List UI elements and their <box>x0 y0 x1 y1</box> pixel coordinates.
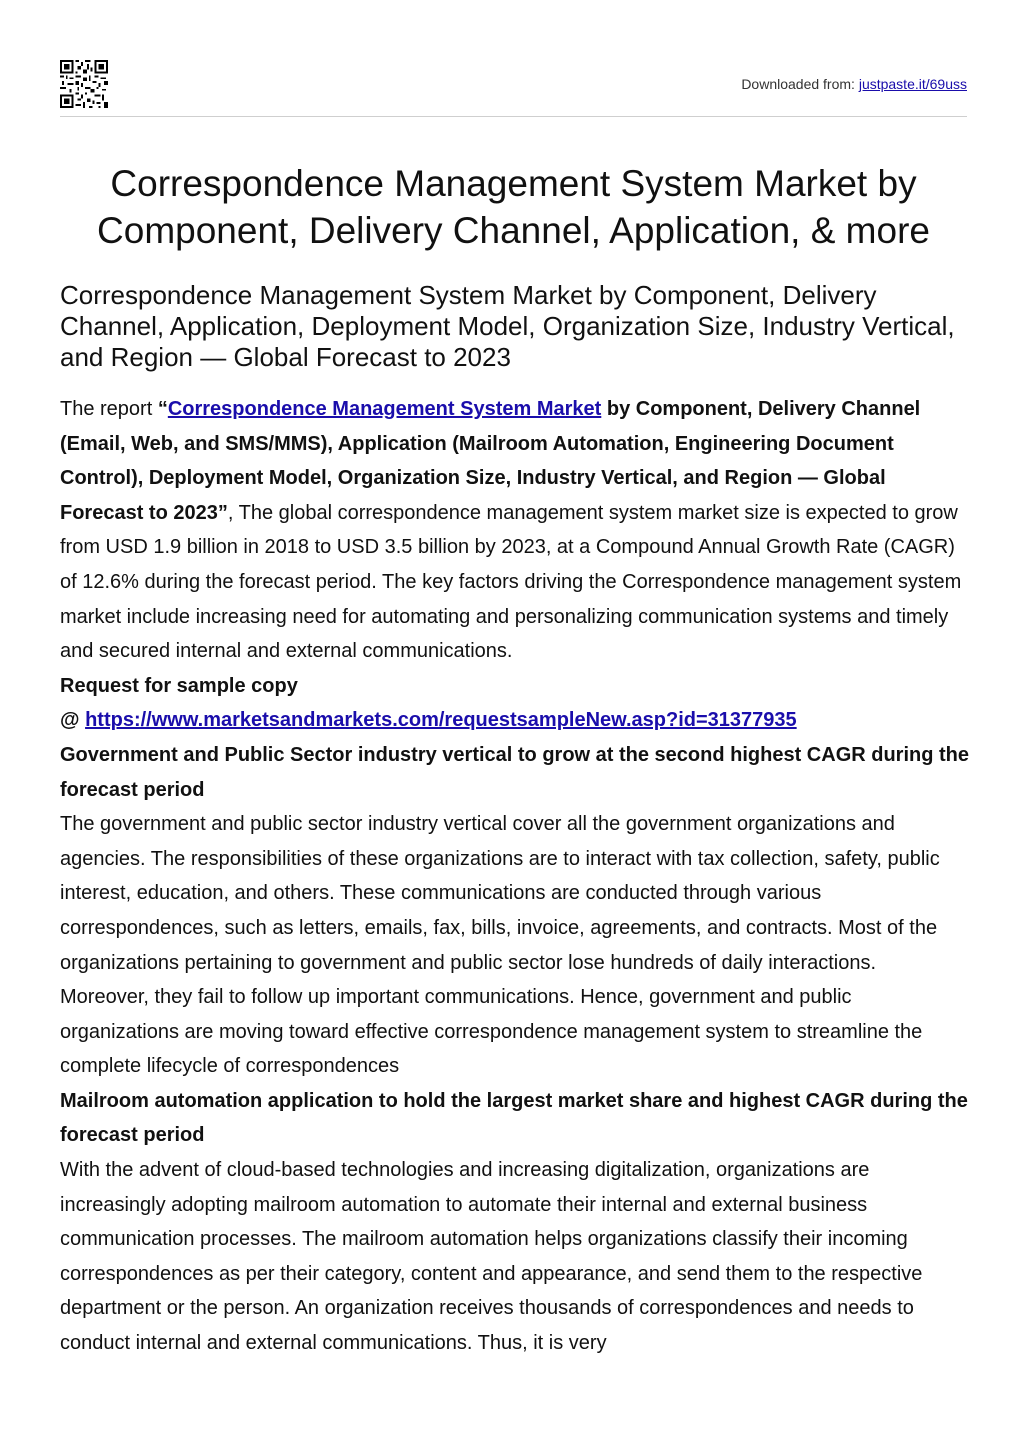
section2-heading: Mailroom automation application to hold the largest market share and highest CAGR during the forecast period <box>60 1089 968 1147</box>
page-title: Correspondence Management System Market by Component, Delivery Channel, Application, & more <box>97 163 930 251</box>
intro-quote-open: “ <box>157 398 168 420</box>
section-heading-mailroom <box>60 1084 970 1153</box>
intro-text: , The global correspondence management system market size is expected to grow from USD 1.9 billion in 2018 to USD 3.5 billion by 2023, at a Compound Annual Growth Rate (CAGR) of 12.6% during the forecast period. The key factors driving the Correspondence management system market include increasing need for automating and personalizing communication systems and timely and secured internal and external communications. <box>60 501 962 663</box>
article-body <box>60 392 970 1361</box>
section1-heading: Government and Public Sector industry vertical to grow at the second highest CAGR during the forecast period <box>60 743 970 801</box>
intro-paragraph <box>60 392 970 669</box>
header-divider <box>60 116 967 117</box>
intro-lead: The report <box>60 398 158 420</box>
section-text-government: The government and public sector industry vertical cover all the government organizations and agencies. The responsibilities of these organizations are to interact with tax collection, safety, public interest, education, and others. These communications are conducted through various correspondences, such as letters, emails, fax, bills, invoice, agreements, and contracts. Most of the organizations pertaining to government and public sector lose hundreds of daily interactions. Moreover, they fail to follow up important communications. Hence, government and public organizations are moving toward effective correspondence management system to streamline the complete lifecycle of correspondences <box>60 813 940 1078</box>
downloaded-label: Downloaded from: <box>741 76 855 92</box>
qr-code-icon <box>60 60 108 108</box>
report-title-rest: by Component, Delivery Channel (Email, Web, and SMS/MMS), Application (Mailroom Automation, Engineering Document Control), Deployment Model, Organization Size, Industry Vertical, and Region — Global Forecast to 2023” <box>60 398 921 524</box>
report-title-link[interactable]: Correspondence Management System Market <box>167 398 602 420</box>
sample-link-line <box>60 703 970 738</box>
sample-request <box>60 669 970 704</box>
section-text-mailroom: With the advent of cloud-based technologies and increasing digitalization, organizations are increasingly adopting mailroom automation to automate their internal and external business communication processes. The mailroom automation helps organizations classify their incoming correspondences as per their category, content and appearance, and send them to the respective department or the person. An organization receives thousands of correspondences and needs to conduct internal and external communications. Thus, it is very <box>60 1159 923 1355</box>
sample-link[interactable]: https://www.marketsandmarkets.com/requestsampleNew.asp?id=31377935 <box>85 709 797 732</box>
section-heading-government <box>60 738 970 807</box>
page-header <box>60 60 967 110</box>
downloaded-link[interactable]: justpaste.it/69uss <box>858 76 967 92</box>
sample-label: Request for sample copy <box>60 674 298 697</box>
downloaded-from <box>741 76 967 92</box>
page-subtitle: Correspondence Management System Market by Component, Delivery Channel, Application, Deployment Model, Organization Size, Industry Vertical, and Region — Global Forecast to 2023 <box>60 280 955 372</box>
sample-at: @ <box>60 709 86 732</box>
